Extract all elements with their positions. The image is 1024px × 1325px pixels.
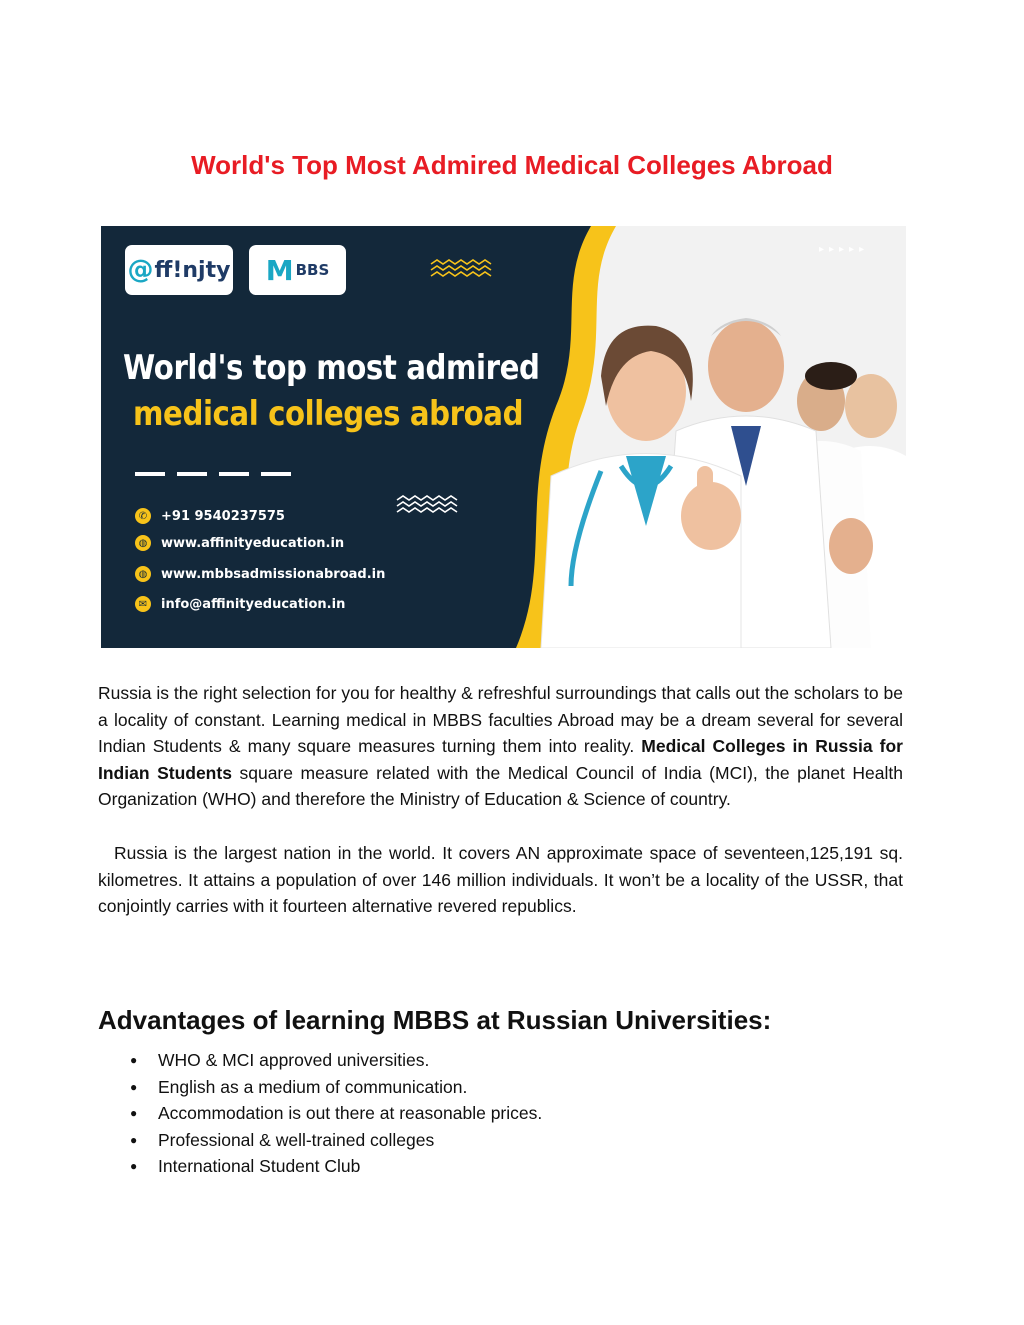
list-item-text: Accommodation is out there at reasonable prices. [158, 1103, 543, 1124]
list-item [98, 1047, 542, 1074]
intro-text-after: square measure related with the Medical Council of India (MCI), the planet Health Organization (WHO) and therefore the Ministry of Education & Science of country. [98, 762, 903, 810]
mbbs-logo-text: BBS [295, 261, 330, 279]
bullet-icon: ● [130, 1106, 138, 1121]
list-item-text: English as a medium of communication. [158, 1076, 468, 1097]
affinity-logo-text: ff!njty [154, 257, 231, 283]
arrows-decoration: ▸▸▸▸▸ [819, 244, 870, 255]
contact-website1 [135, 535, 344, 551]
list-item [98, 1074, 542, 1101]
list-item-text: WHO & MCI approved universities. [158, 1050, 430, 1070]
mail-icon: ✉ [135, 596, 151, 612]
divider-dash [261, 472, 291, 476]
globe-icon: ◍ [135, 535, 151, 551]
intro-paragraph [98, 680, 903, 813]
affinity-logo [125, 245, 233, 295]
phone-text: +91 9540237575 [161, 508, 285, 524]
divider-dash [135, 472, 165, 476]
bullet-icon: ● [130, 1079, 138, 1094]
email-text: info@affinityeducation.in [161, 596, 346, 612]
banner-headline-line1: World's top most admired [123, 348, 540, 388]
list-item-text: Professional & well-trained colleges [158, 1129, 435, 1150]
affinity-logo-icon: @ [127, 255, 154, 285]
intro-text-before: Russia is the right selection for you for healthy & refreshful surroundings that calls out the scholars to be a locality of constant. Learning medical in MBBS faculties Abroad may be a dream several for several Indian Students & many square measures turning them into reality. [98, 683, 903, 757]
contact-phone [135, 508, 285, 524]
divider-dash [219, 472, 249, 476]
banner-image [101, 226, 906, 648]
list-item-text: International Student Club [158, 1156, 361, 1177]
website1-text: www.affinityeducation.in [161, 535, 345, 551]
list-item [98, 1153, 542, 1180]
phone-icon: ✆ [135, 508, 151, 524]
bullet-icon: ● [130, 1132, 138, 1147]
contact-email [135, 596, 345, 612]
bullet-icon: ● [130, 1053, 138, 1067]
list-item [98, 1100, 542, 1127]
list-item [98, 1127, 542, 1154]
mbbs-logo-icon: M [265, 253, 294, 287]
mbbs-logo [249, 245, 346, 295]
banner-headline-line2: medical colleges abroad [133, 394, 524, 434]
globe-icon: ◍ [135, 566, 151, 582]
russia-paragraph: Russia is the largest nation in the world. It covers AN approximate space of seventeen,125,191 sq. kilometres. It attains a population of over 146 million individuals. It won’t be a locality of the USSR, that conjointly carries with it fourteen alternative revered republics. [98, 843, 903, 917]
website2-text: www.mbbsadmissionabroad.in [161, 566, 386, 582]
advantages-heading: Advantages of learning MBBS at Russian Universities: [98, 1005, 772, 1035]
intro-bold-phrase: Medical Colleges in Russia for Indian Students [98, 736, 903, 783]
page-title: World's Top Most Admired Medical Colleges Abroad [191, 150, 833, 180]
contact-website2 [135, 566, 385, 582]
divider-dash [177, 472, 207, 476]
advantages-list [98, 1047, 542, 1180]
bullet-icon: ● [130, 1159, 138, 1174]
